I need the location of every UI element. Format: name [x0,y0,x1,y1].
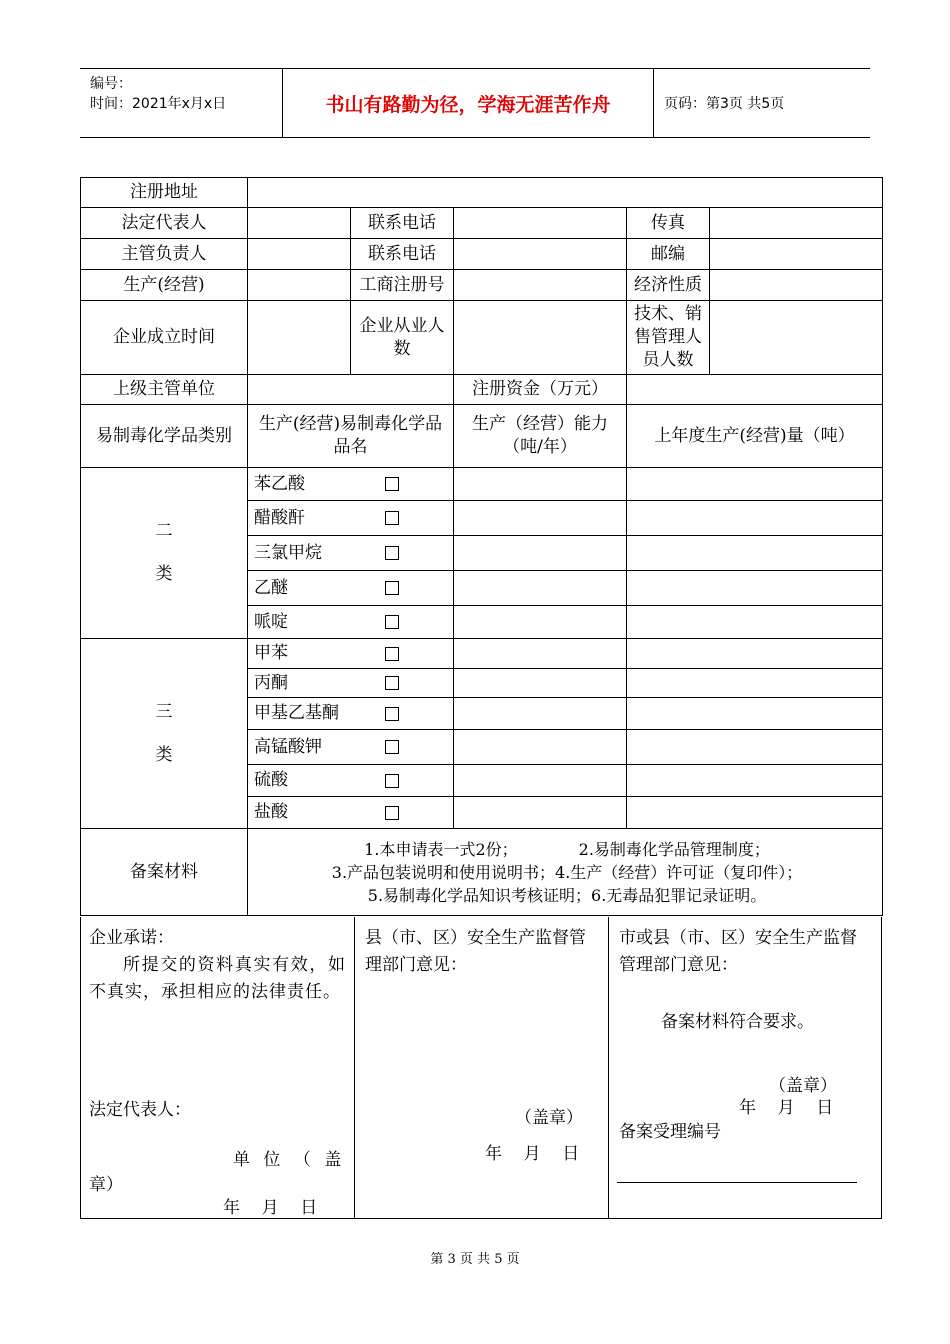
record-number-line[interactable] [617,1181,857,1183]
checkbox[interactable] [385,647,399,661]
fax-label: 传真 [627,208,710,239]
last-year-cell[interactable] [627,571,883,606]
row-legal-rep [81,208,883,239]
col-name-header: 生产(经营)易制毒化学品品名 [248,405,454,468]
phone2-value[interactable] [454,239,627,270]
chem-name: 乙醚 [254,577,288,598]
manager-value[interactable] [248,239,351,270]
checkbox[interactable] [385,581,399,595]
phone1-value[interactable] [454,208,627,239]
capacity-cell[interactable] [454,501,627,536]
opinions-section [80,917,882,1219]
last-year-cell[interactable] [627,501,883,536]
checkbox[interactable] [385,740,399,754]
unit-seal-line2: 章） [89,1175,123,1195]
materials-line: 5.易制毒化学品知识考核证明；6.无毒品犯罪记录证明。 [367,885,767,905]
last-year-cell[interactable] [627,669,883,698]
chem-name: 哌啶 [254,611,288,632]
class3-label-a: 三 [155,701,173,722]
header-motto: 书山有路勤为径，学海无涯苦作舟 [283,69,654,137]
county-opinion [355,917,609,1219]
capital-value[interactable] [627,375,883,405]
date-1: 年 月 日 [223,1198,318,1218]
row-column-headers [81,405,883,468]
time-label: 时间：2021年x月x日 [90,96,227,112]
reg-address-label: 注册地址 [81,178,248,208]
chem-name: 高锰酸钾 [254,736,322,757]
chem-name: 盐酸 [254,802,288,822]
capacity-cell[interactable] [454,765,627,797]
col-category-header: 易制毒化学品类别 [81,405,248,468]
checkbox[interactable] [385,676,399,690]
chem-name: 醋酸酐 [254,507,305,528]
county-title: 县（市、区）安全生产监督管理部门意见： [365,928,586,975]
col-capacity-header: 生产（经营）能力（吨/年） [454,405,627,468]
chem-name: 丙酮 [254,672,288,693]
capacity-cell[interactable] [454,571,627,606]
city-opinion-text: 备案材料符合要求。 [661,1012,814,1032]
checkbox[interactable] [385,511,399,525]
capacity-cell[interactable] [454,730,627,765]
postcode-label: 邮编 [627,239,710,270]
chem-name: 三氯甲烷 [254,542,322,563]
last-year-cell[interactable] [627,536,883,571]
chem-name: 甲苯 [254,643,288,663]
row-reg-address [81,178,883,208]
legal-rep-value[interactable] [248,208,351,239]
checkbox[interactable] [385,707,399,721]
capacity-cell[interactable] [454,606,627,639]
chem-row [81,639,883,669]
est-time-label: 企业成立时间 [81,301,248,375]
tech-staff-label: 技术、销售管理人员人数 [627,301,710,375]
econ-nature-label: 经济性质 [627,270,710,301]
header-page-info: 页码：第3页 共5页 [664,96,785,112]
date-2: 年 月 日 [485,1144,580,1164]
row-est-time [81,301,883,375]
enterprise-commitment [81,917,355,1219]
capacity-cell[interactable] [454,797,627,829]
last-year-cell[interactable] [627,698,883,730]
class2-label-a: 二 [155,521,173,541]
unit-seal-line1: 单 位 （ 盖 [233,1150,346,1170]
row-manager [81,239,883,270]
last-year-cell[interactable] [627,468,883,501]
last-year-cell[interactable] [627,797,883,829]
chem-name: 硫酸 [254,770,288,790]
manager-label: 主管负责人 [81,239,248,270]
row-production [81,270,883,301]
city-opinion [609,917,881,1219]
last-year-cell[interactable] [627,765,883,797]
class3-label-b: 类 [155,744,173,765]
capacity-cell[interactable] [454,536,627,571]
checkbox[interactable] [385,546,399,560]
biz-reg-label: 工商注册号 [351,270,454,301]
seal-2: （盖章） [515,1108,583,1128]
reg-address-value[interactable] [248,178,883,208]
checkbox[interactable] [385,477,399,491]
materials-line: 1.本申请表一式2份； 2.易制毒化学品管理制度； [364,839,770,859]
checkbox[interactable] [385,615,399,629]
header-meta [80,69,283,137]
class2-label-b: 类 [155,564,173,584]
registration-form [80,177,883,916]
city-title: 市或县（市、区）安全生产监督管理部门意见： [619,928,857,975]
last-year-cell[interactable] [627,639,883,669]
date-3: 年 月 日 [739,1098,834,1118]
chem-name: 苯乙酸 [254,473,305,494]
postcode-value[interactable] [710,239,883,270]
superior-value[interactable] [248,375,454,405]
capacity-cell[interactable] [454,639,627,669]
materials-list [248,829,883,916]
superior-label: 上级主管单位 [81,375,248,405]
legal-rep-sign: 法定代表人： [89,1100,191,1120]
materials-label: 备案材料 [81,829,248,916]
last-year-cell[interactable] [627,606,883,639]
phone2-label: 联系电话 [351,239,454,270]
biz-reg-value[interactable] [454,270,627,301]
tech-staff-value[interactable] [710,301,883,375]
checkbox[interactable] [385,774,399,788]
chem-name: 甲基乙基酮 [254,703,339,723]
last-year-cell[interactable] [627,730,883,765]
phone1-label: 联系电话 [351,208,454,239]
row-superior [81,375,883,405]
employees-value[interactable] [454,301,627,375]
class3-cell [81,639,248,829]
econ-nature-value[interactable] [710,270,883,301]
seal-3: （盖章） [769,1076,837,1096]
materials-line: 3.产品包装说明和使用说明书；4.生产（经营）许可证（复印件）； [331,862,803,882]
page-footer: 第 3 页 共 5 页 [430,1252,520,1267]
capital-label: 注册资金（万元） [454,375,627,405]
capacity-cell[interactable] [454,698,627,730]
class2-cell [81,468,248,639]
record-number-label: 备案受理编号 [619,1122,721,1142]
col-last-year-header: 上年度生产(经营)量（吨） [627,405,883,468]
employees-label: 企业从业人数 [351,301,454,375]
chem-row [81,468,883,501]
row-materials [81,829,883,916]
commit-title: 企业承诺： [89,928,174,948]
page-header [80,68,870,138]
est-time-value[interactable] [248,301,351,375]
capacity-cell[interactable] [454,468,627,501]
checkbox[interactable] [385,806,399,820]
capacity-cell[interactable] [454,669,627,698]
legal-rep-label: 法定代表人 [81,208,248,239]
production-label: 生产(经营) [81,270,248,301]
production-value[interactable] [248,270,351,301]
commit-text: 所提交的资料真实有效，如不真实，承担相应的法律责任。 [89,955,346,1002]
fax-value[interactable] [710,208,883,239]
number-label: 编号： [90,76,132,92]
